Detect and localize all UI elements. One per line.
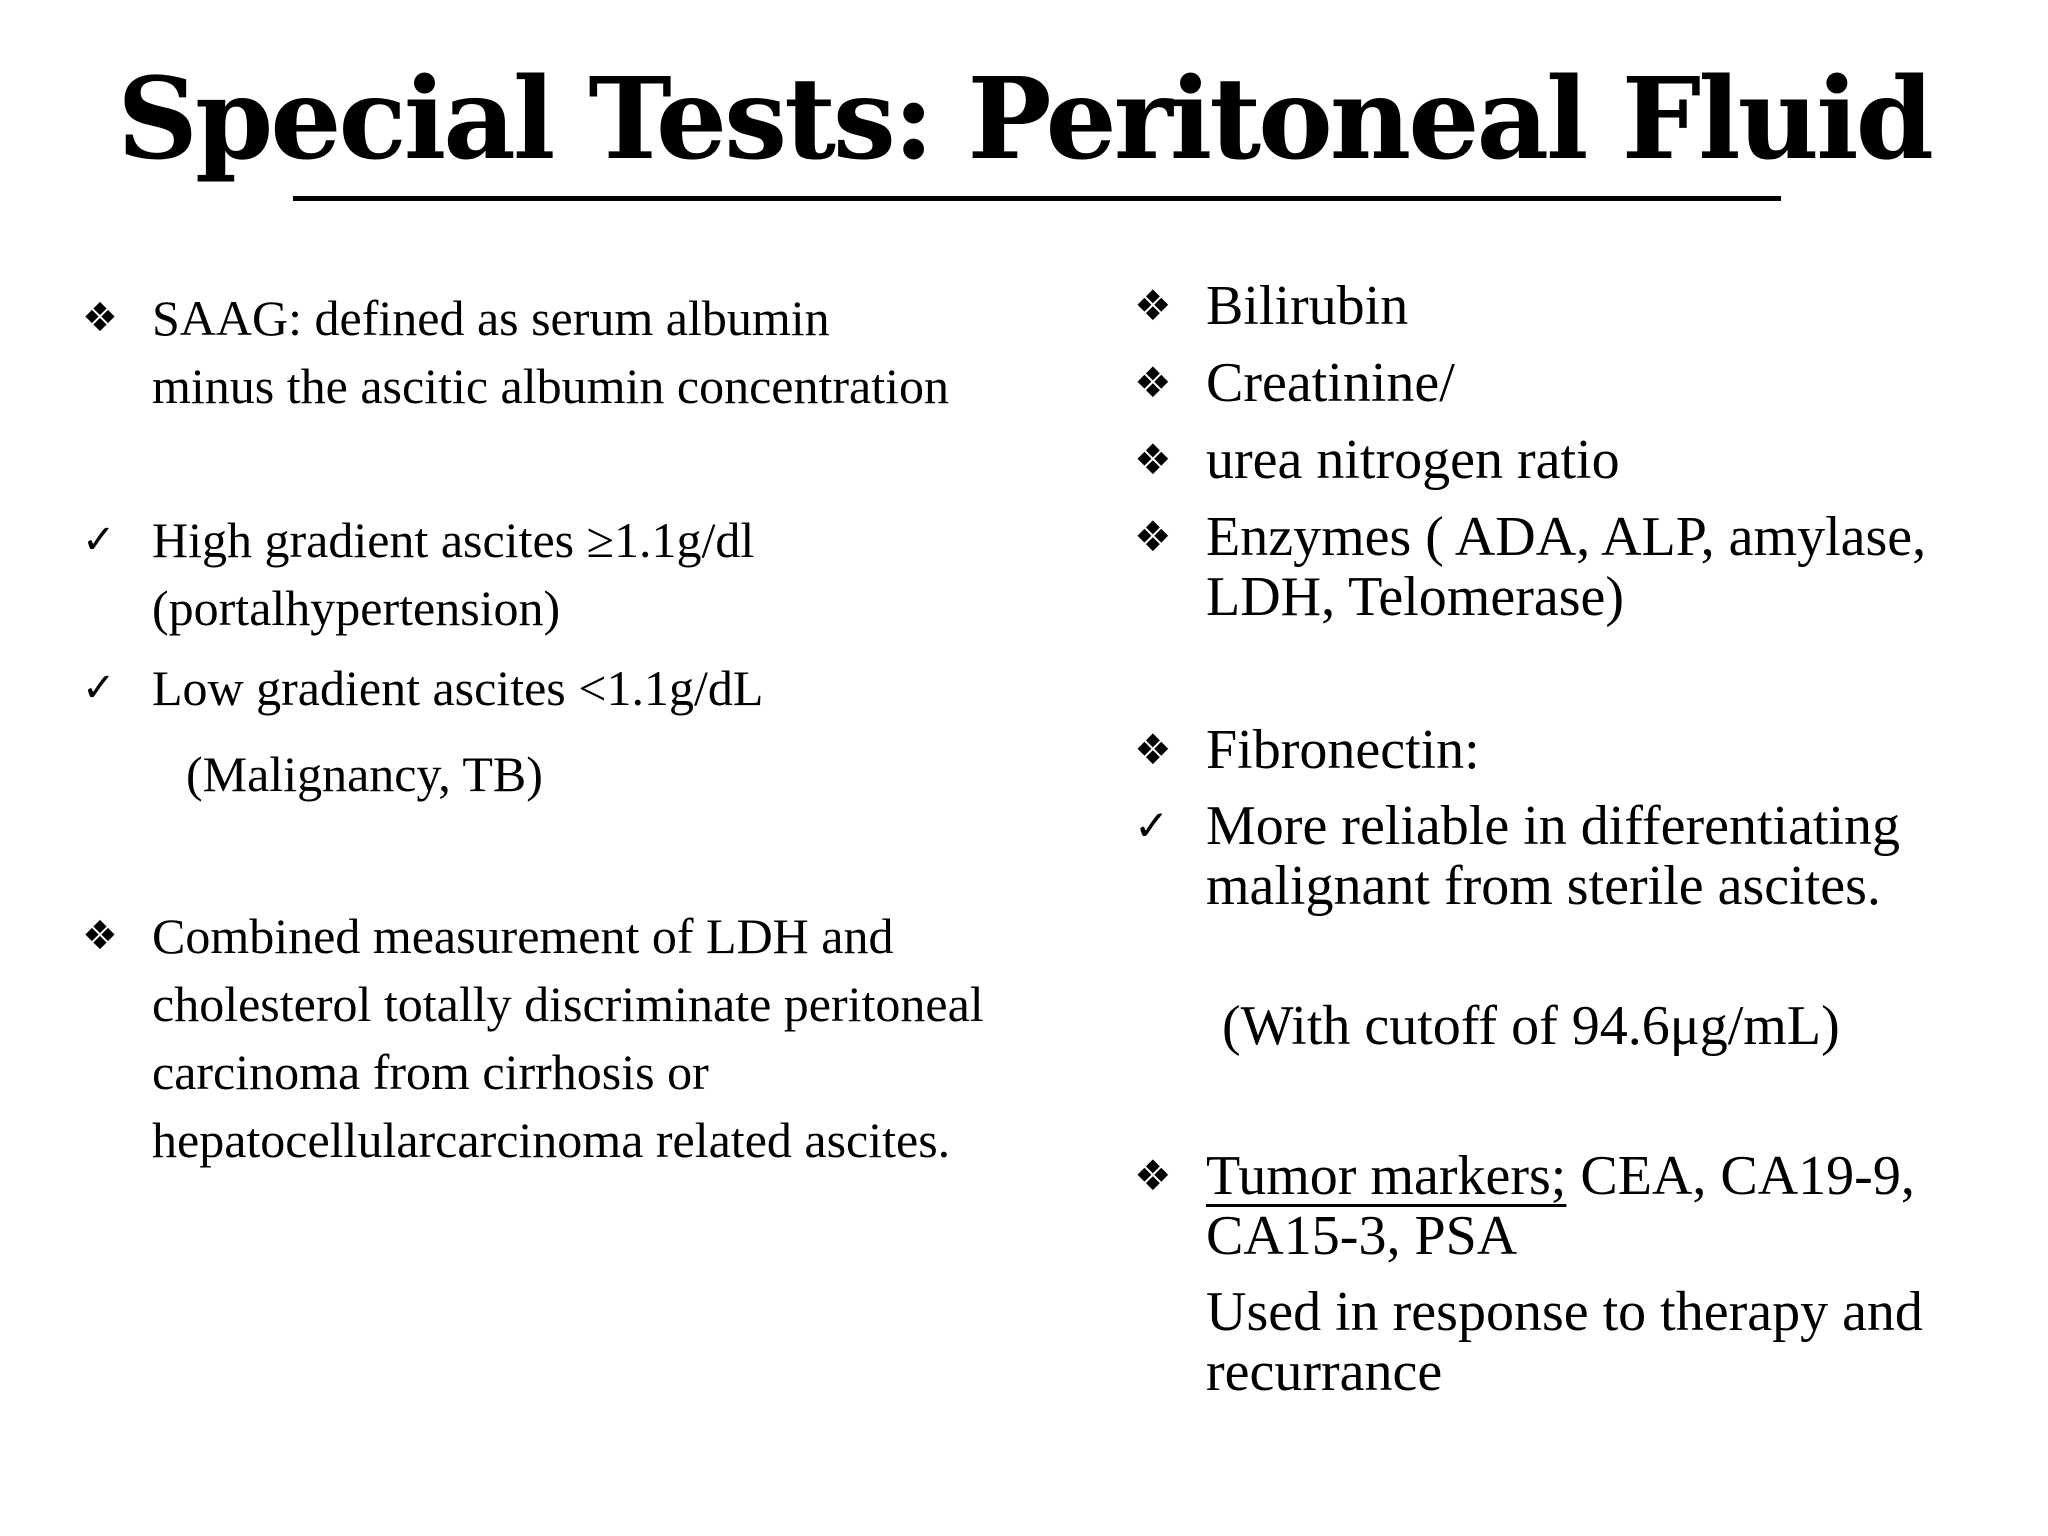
combined-text: Combined measurement of LDH and cholesterol totally discriminate peritoneal carcinoma from cirrhosis or hepatocellularcarcinoma related ascites. [152,908,984,1168]
title-underline [293,196,1781,201]
diamond-bullet-icon: ❖ [1134,1151,1172,1200]
diamond-bullet-icon: ❖ [82,295,118,341]
bilirubin-text: Bilirubin [1206,275,1409,337]
bullet-enzymes [1134,506,2026,628]
bullet-tumor-markers [1134,1145,2026,1267]
diamond-bullet-icon: ❖ [1134,725,1172,774]
tumor-markers-label: Tumor markers; [1206,1145,1567,1207]
checkmark-icon: ✓ [1134,801,1170,850]
bullet-fibronectin [1134,719,2026,781]
low-gradient-note-text: (Malignancy, TB) [186,746,543,802]
fibronectin-detail-text: More reliable in differentiating malignant from sterile ascites. [1206,795,1901,917]
bullet-saag [82,284,952,420]
bullet-low-gradient [82,654,952,722]
tumor-markers-use [1206,1282,2026,1402]
creatinine-text: Creatinine/ [1206,352,1455,414]
fibronectin-text: Fibronectin: [1206,719,1480,781]
tumor-markers-use-text: Used in response to therapy and recurrance [1206,1281,1923,1403]
fibronectin-cutoff-text: (With cutoff of 94.6μg/mL) [1222,995,1840,1057]
tumor-markers-text [1206,1146,2026,1266]
bullet-urea [1134,429,2026,491]
bullet-bilirubin [1134,275,2026,337]
high-gradient-text: High gradient ascites ≥1.1g/dl (portalhypertension) [152,512,755,636]
fibronectin-cutoff [1222,996,2022,1056]
low-gradient-text: Low gradient ascites <1.1g/dL [152,660,764,716]
diamond-bullet-icon: ❖ [82,913,118,959]
bullet-fibronectin-detail [1134,795,2026,917]
diamond-bullet-icon: ❖ [1134,281,1172,330]
low-gradient-note [186,740,946,808]
enzymes-text: Enzymes ( ADA, ALP, amylase, LDH, Telomerase) [1206,506,1927,628]
bullet-combined [82,902,1032,1174]
urea-text: urea nitrogen ratio [1206,429,1620,491]
diamond-bullet-icon: ❖ [1134,358,1172,407]
diamond-bullet-icon: ❖ [1134,512,1172,561]
checkmark-icon: ✓ [82,665,116,711]
bullet-creatinine [1134,352,2026,414]
checkmark-icon: ✓ [82,517,116,563]
slide-title: Special Tests: Peritoneal Fluid [117,54,1931,185]
bullet-high-gradient [82,506,952,642]
saag-text: SAAG: defined as serum albumin minus the ascitic albumin concentration [152,290,949,414]
tumor-markers-list: CEA, CA19-9, CA15-3, PSA [1206,1145,1915,1267]
diamond-bullet-icon: ❖ [1134,435,1172,484]
